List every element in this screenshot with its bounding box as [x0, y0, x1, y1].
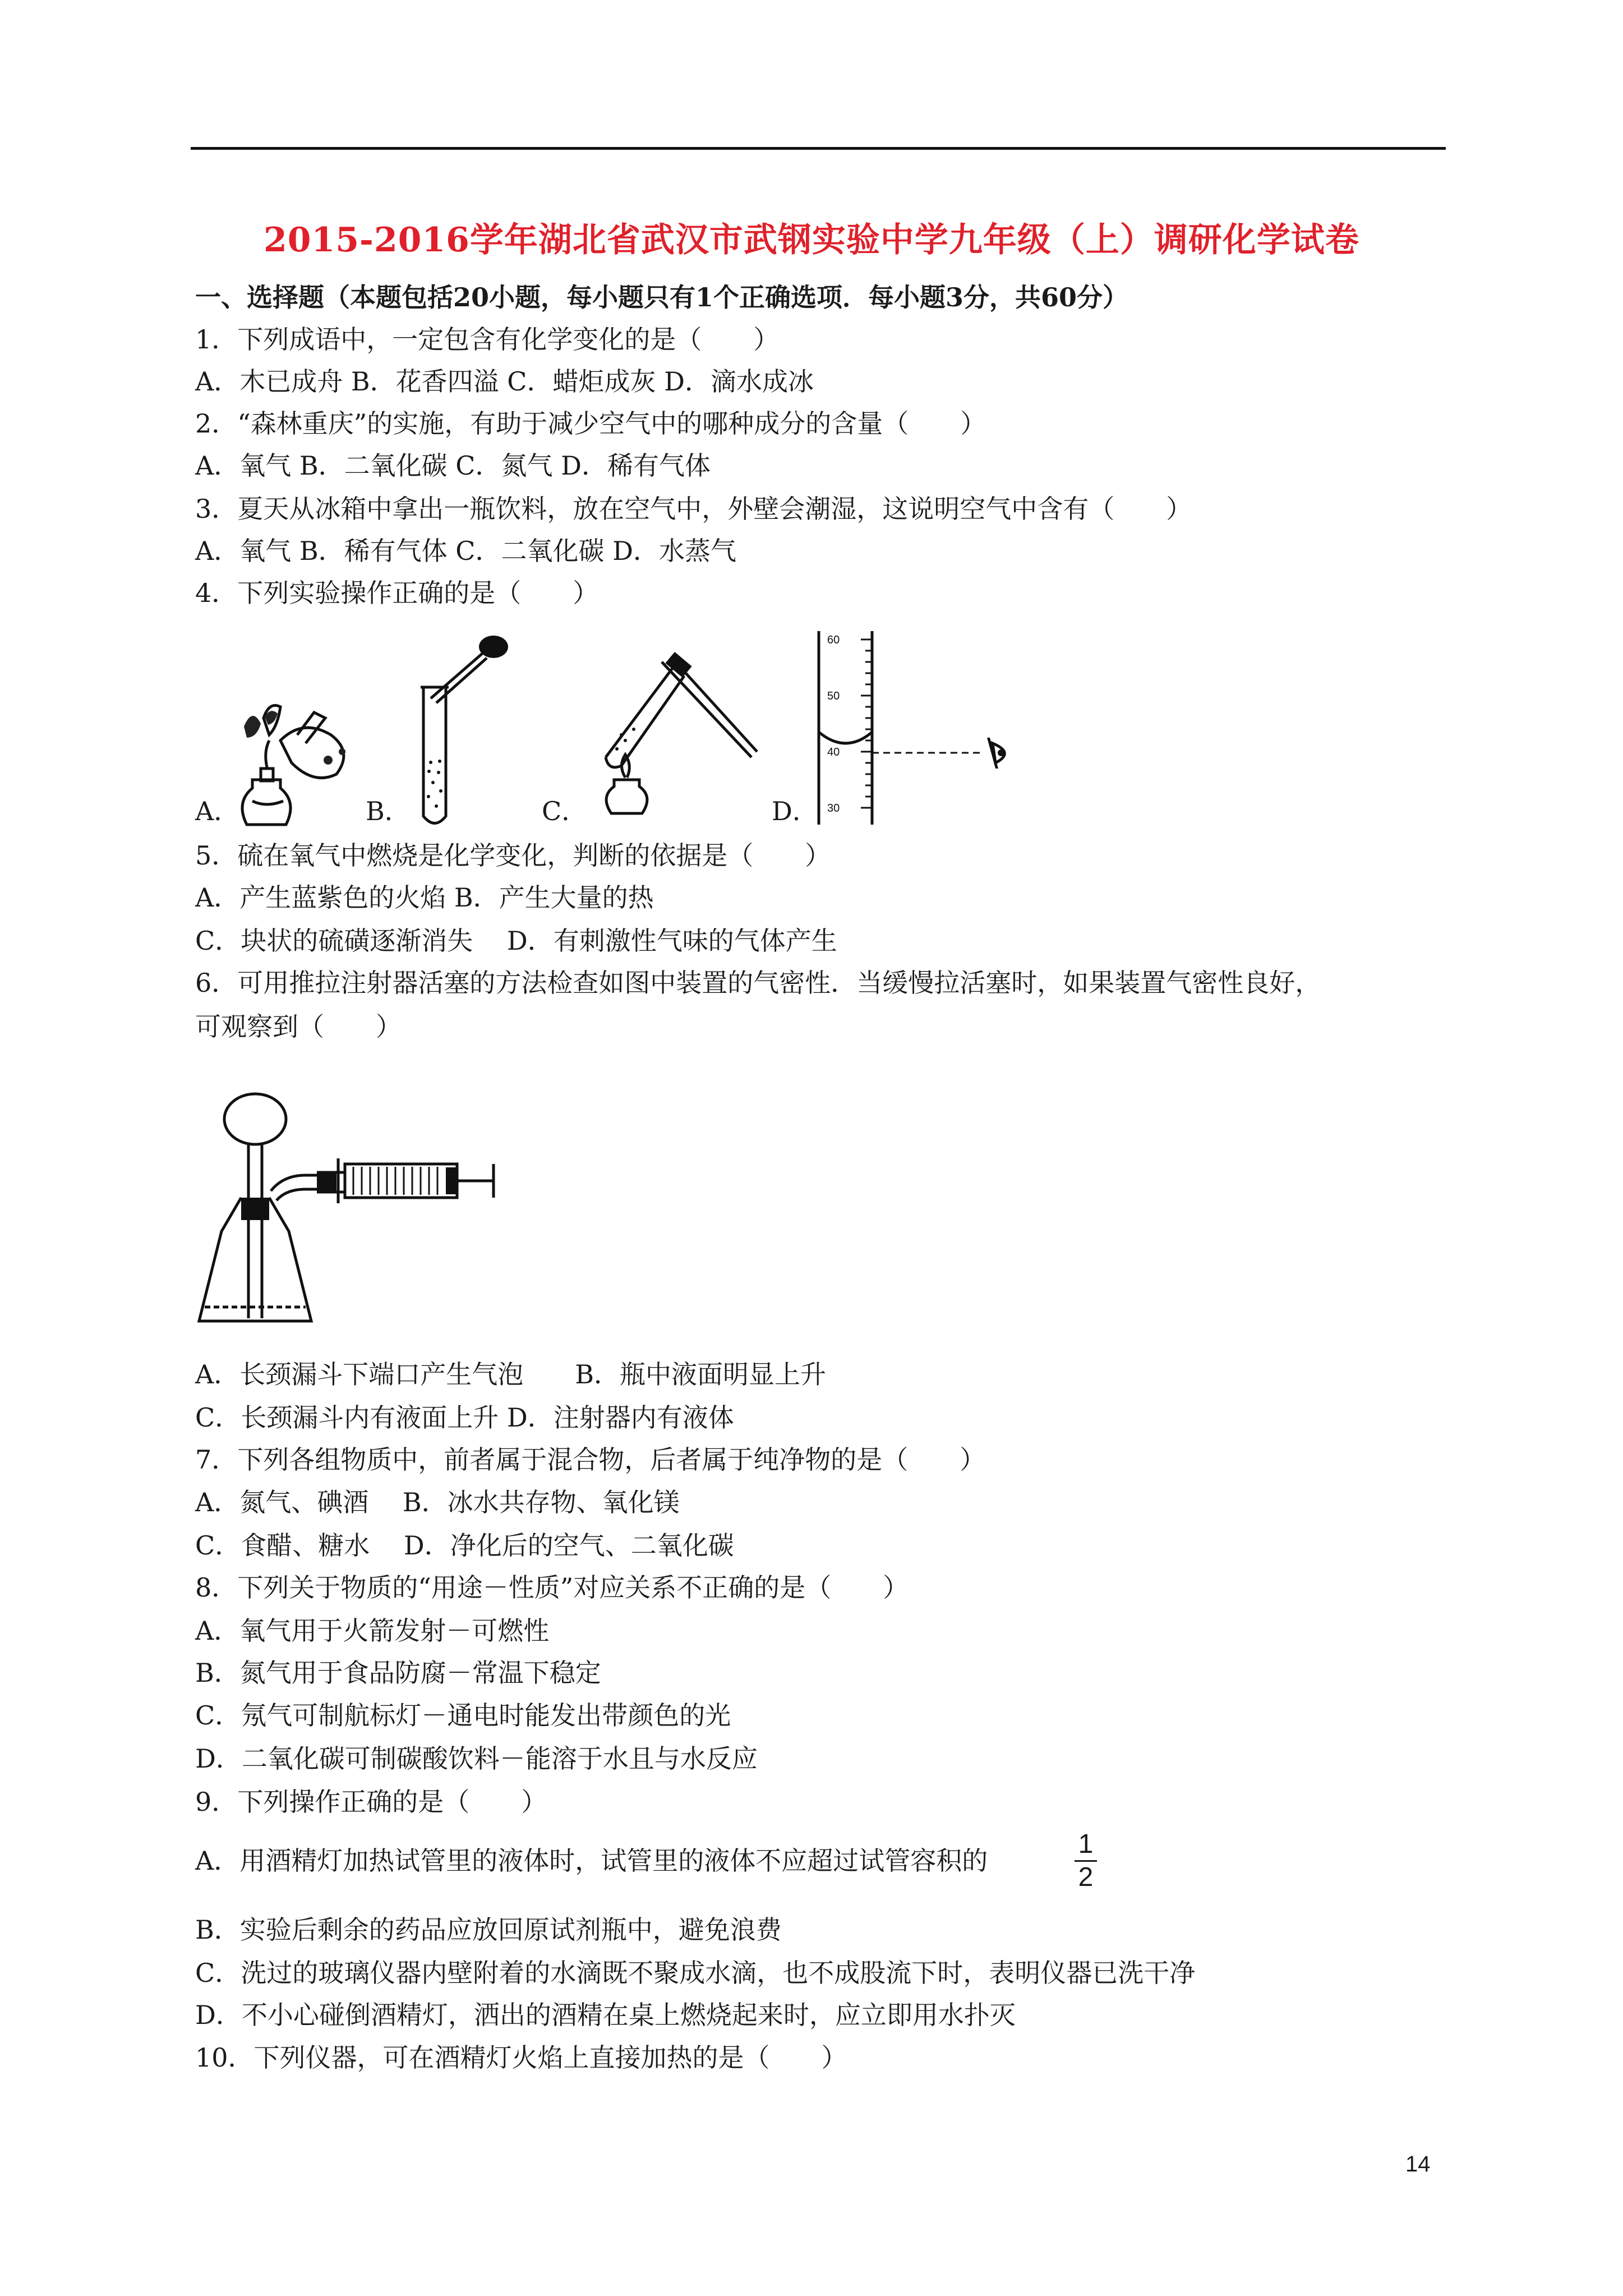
- q4-label-a: A．: [195, 796, 240, 826]
- q4-label-c: C．: [542, 796, 588, 826]
- question-2-options: A．氧气 B．二氧化碳 C．氮气 D．稀有气体: [195, 450, 711, 481]
- fraction-bar: [1075, 1860, 1097, 1862]
- question-10: 10．下列仪器，可在酒精灯火焰上直接加热的是（ ）: [195, 2042, 847, 2073]
- cylinder-tick-50: 50: [827, 690, 840, 702]
- airtightness-apparatus-figure: [193, 1085, 530, 1332]
- question-1: 1．下列成语中，一定包含有化学变化的是（ ）: [195, 324, 780, 355]
- q4-label-d: D．: [772, 796, 818, 826]
- section-heading: 一、选择题（本题包括20小题，每小题只有1个正确选项．每小题3分，共60分）: [195, 282, 1129, 312]
- cylinder-tick-60: 60: [827, 634, 840, 646]
- question-8-option-c: C．氖气可制航标灯－通电时能发出带颜色的光: [195, 1700, 731, 1731]
- question-5-options-cd: C．块状的硫磺逐渐消失 D．有刺激性气味的气体产生: [195, 926, 837, 956]
- question-6: 6．可用推拉注射器活塞的方法检查如图中装置的气密性．当缓慢拉活塞时，如果装置气密性良好，: [195, 968, 1321, 998]
- dropper-tube-figure: [404, 631, 516, 833]
- page-title: 2015-2016学年湖北省武汉市武钢实验中学九年级（上）调研化学试卷: [264, 220, 1359, 260]
- question-9-option-c: C．洗过的玻璃仪器内壁附着的水滴既不聚成水滴，也不成股流下时，表明仪器已洗干净: [195, 1958, 1196, 1988]
- question-6-continued: 可观察到（ ）: [195, 1011, 402, 1042]
- question-2: 2．“森林重庆”的实施，有助于减少空气中的哪种成分的含量（ ）: [195, 408, 986, 439]
- question-9: 9．下列操作正确的是（ ）: [195, 1787, 547, 1817]
- fraction-numerator: 1: [1078, 1829, 1094, 1859]
- question-9-option-d: D．不小心碰倒酒精灯，洒出的酒精在桌上燃烧起来时，应立即用水扑灭: [195, 2000, 1016, 2030]
- graduated-cylinder-figure: [802, 628, 1026, 830]
- question-5: 5．硫在氧气中燃烧是化学变化，判断的依据是（ ）: [195, 840, 831, 871]
- fraction-denominator: 2: [1078, 1862, 1094, 1892]
- question-4: 4．下列实验操作正确的是（ ）: [195, 578, 599, 608]
- question-8: 8．下列关于物质的“用途－性质”对应关系不正确的是（ ）: [195, 1572, 909, 1603]
- q4-label-b: B．: [366, 796, 411, 826]
- question-3: 3．夏天从冰箱中拿出一瓶饮料，放在空气中，外壁会潮湿，这说明空气中含有（ ）: [195, 494, 1192, 524]
- question-1-options: A．木已成舟 B．花香四溢 C．蜡炬成灰 D．滴水成冰: [195, 366, 814, 397]
- question-6-options-ab: A．长颈漏斗下端口产生气泡 B．瓶中液面明显上升: [195, 1359, 827, 1389]
- question-9-option-b: B．实验后剩余的药品应放回原试剂瓶中，避免浪费: [195, 1915, 782, 1945]
- question-9-option-a: A．用酒精灯加热试管里的液体时，试管里的液体不应超过试管容积的: [195, 1846, 988, 1876]
- header-rule: [191, 147, 1446, 150]
- question-6-options-cd: C．长颈漏斗内有液面上升 D．注射器内有液体: [195, 1402, 734, 1433]
- fraction-one-half: [1075, 1830, 1097, 1892]
- lamp-lighting-figure: [230, 673, 376, 830]
- question-7-options-cd: C．食醋、糖水 D．净化后的空气、二氧化碳: [195, 1530, 734, 1561]
- cylinder-tick-40: 40: [827, 746, 840, 758]
- page-number: 14: [1405, 2152, 1431, 2177]
- question-7: 7．下列各组物质中，前者属于混合物，后者属于纯净物的是（ ）: [195, 1444, 986, 1475]
- question-8-option-d: D．二氧化碳可制碳酸饮料－能溶于水且与水反应: [195, 1743, 758, 1774]
- heating-tube-figure: [578, 645, 768, 825]
- question-3-options: A．氧气 B．稀有气体 C．二氧化碳 D．水蒸气: [195, 536, 736, 566]
- question-5-options-ab: A．产生蓝紫色的火焰 B．产生大量的热: [195, 882, 654, 913]
- eye-icon: [987, 738, 1004, 769]
- question-8-option-b: B．氮气用于食品防腐－常温下稳定: [195, 1658, 601, 1688]
- cylinder-tick-30: 30: [827, 802, 840, 815]
- question-8-option-a: A．氧气用于火箭发射－可燃性: [195, 1616, 550, 1646]
- question-7-options-ab: A．氮气、碘酒 B．冰水共存物、氧化镁: [195, 1487, 680, 1517]
